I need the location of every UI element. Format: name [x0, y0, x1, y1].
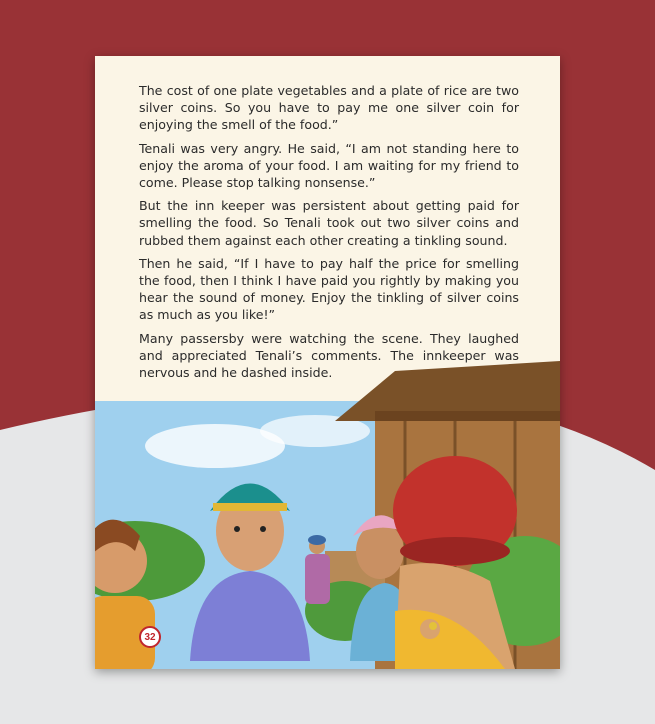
page-number: 32	[139, 626, 161, 648]
paragraph: Then he said, “If I have to pay half the price for smelling the food, then I think I have paid you rightly by making you hear the sound of money. Enjoy the tinkling of silver coins as much as you like!”	[139, 255, 519, 323]
story-text	[139, 82, 519, 387]
paragraph: Tenali was very angry. He said, “I am not standing here to enjoy the aroma of your food. I am waiting for my friend to come. Please stop talking nonsense.”	[139, 140, 519, 191]
paragraph: The cost of one plate vegetables and a plate of rice are two silver coins. So you have to pay me one silver coin for enjoying the smell of the food.”	[139, 83, 519, 133]
paragraph: But the inn keeper was persistent about getting paid for smelling the food. So Tenali took out two silver coins and rubbed them against each other creating a tinkling sound.	[139, 198, 519, 248]
book-page	[95, 56, 560, 669]
story-illustration	[95, 361, 560, 669]
paragraph: Many passersby were watching the scene. They laughed and appreciated Tenali’s comments. The innkeeper was nervous and he dashed inside.	[139, 330, 519, 381]
